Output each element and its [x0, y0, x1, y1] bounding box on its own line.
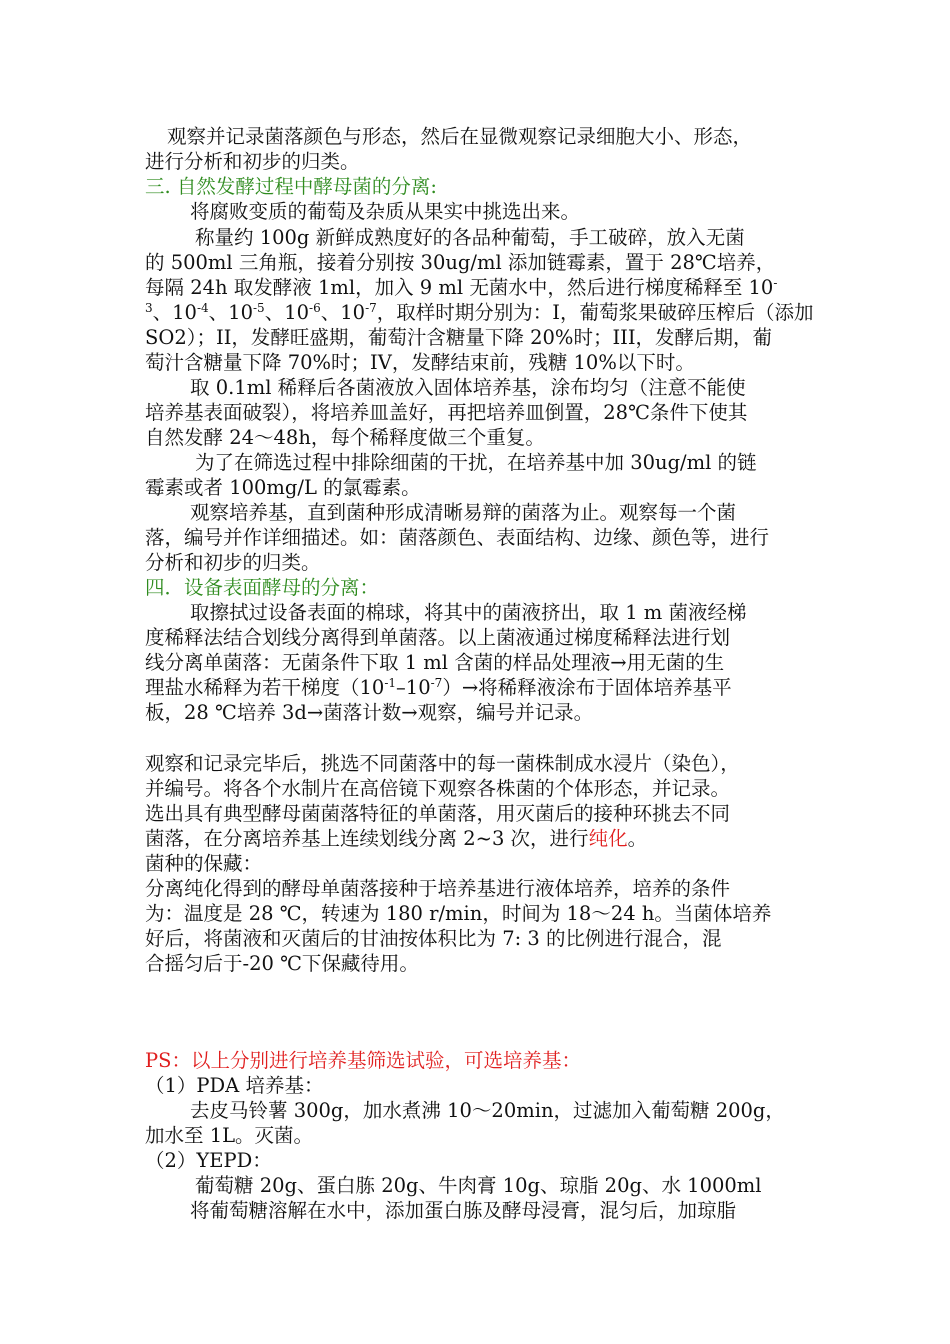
paragraph-line: SO2）；II，发酵旺盛期，葡萄汁含糖量下降 20%时；III，发酵后期，葡 — [145, 326, 773, 349]
subsection-title: 菌种的保藏： — [145, 852, 263, 875]
paragraph-line: 为了在筛选过程中排除细菌的干扰，在培养基中加 30ug/ml 的链 — [195, 451, 757, 474]
paragraph-line: 合摇匀后于-20 ℃下保藏待用。 — [145, 952, 419, 975]
paragraph-line: 自然发酵 24～48h，每个稀释度做三个重复。 — [145, 426, 545, 449]
paragraph-line: 分析和初步的归类。 — [145, 551, 321, 574]
paragraph-line: 取 0.1ml 稀释后各菌液放入固体培养基，涂布均匀（注意不能使 — [190, 376, 746, 399]
paragraph-line: 称量约 100g 新鲜成熟度好的各品种葡萄，手工破碎，放入无菌 — [195, 226, 745, 249]
paragraph-line: 观察和记录完毕后，挑选不同菌落中的每一菌株制成水浸片（染色）， — [145, 752, 740, 775]
medium-2-title: （2）YEPD： — [145, 1149, 272, 1172]
medium-1-title: （1）PDA 培养基： — [145, 1074, 324, 1097]
paragraph-line: 去皮马铃薯 300g，加水煮沸 10～20min，过滤加入葡萄糖 200g， — [190, 1099, 785, 1122]
paragraph-line: 观察培养基，直到菌种形成清晰易辩的菌落为止。观察每一个菌 — [190, 501, 737, 524]
paragraph-line: 取擦拭过设备表面的棉球，将其中的菌液挤出，取 1 m 菌液经梯 — [190, 601, 747, 624]
paragraph-line: 分离纯化得到的酵母单菌落接种于培养基进行液体培养，培养的条件 — [145, 877, 731, 900]
paragraph-line: $^3$、$10^{-4}$、$10^{-5}$、$10^{-6}$、$10^{-7}$，取样时期分别为：I，葡萄浆果破碎压榨后（添加 — [145, 301, 814, 324]
paragraph-line: 并编号。将各个水制片在高倍镜下观察各株菌的个体形态，并记录。 — [145, 777, 731, 800]
paragraph-line: 好后，将菌液和灭菌后的甘油按体积比为 7: 3 的比例进行混合，混 — [145, 927, 722, 950]
paragraph-line: 选出具有典型酵母菌菌落特征的单菌落，用灭菌后的接种环挑去不同 — [145, 802, 731, 825]
paragraph-line: 理盐水稀释为若干梯度$(10^{-1}-10^{-7})\to$将稀释液涂布于固体培养基平 — [145, 676, 732, 699]
section-heading-4: 四．设备表面酵母的分离： — [145, 576, 380, 599]
paragraph-line: 培养基表面破裂），将培养皿盖好，再把培养皿倒置，28℃条件下使其 — [145, 401, 748, 424]
paragraph-line: 落，编号并作详细描述。如：菌落颜色、表面结构、边缘、颜色等，进行 — [145, 526, 770, 549]
paragraph-line: 进行分析和初步的归类。 — [145, 150, 360, 173]
paragraph-line: 为：温度是 28 ℃，转速为 180 r/min，时间为 18～24 h。当菌体培养 — [145, 902, 772, 925]
paragraph-line: 板，28 ℃培养 3d→菌落计数→观察，编号并记录。 — [145, 701, 594, 724]
ps-title: PS：以上分别进行培养基筛选试验，可选培养基： — [145, 1049, 581, 1072]
paragraph-line: 每隔 24h 取发酵液 1ml，加入 9 ml 无菌水中，然后进行梯度稀释至 10- — [145, 276, 778, 299]
paragraph-line: 将葡萄糖溶解在水中，添加蛋白胨及酵母浸膏，混匀后，加琼脂 — [190, 1199, 737, 1222]
paragraph-line: 加水至 1L。灭菌。 — [145, 1124, 314, 1147]
paragraph-line: 葡萄糖 20g、蛋白胨 20g、牛肉膏 10g、琼脂 20g、水 1000ml — [195, 1174, 762, 1197]
paragraph-line: 的 500ml 三角瓶，接着分别按 30ug/ml 添加链霉素，置于 28℃培养， — [145, 251, 776, 274]
paragraph-line: 度稀释法结合划线分离得到单菌落。以上菌液通过梯度稀释法进行划 — [145, 626, 731, 649]
highlight-purify: 纯化 — [588, 827, 628, 850]
paragraph-line: 将腐败变质的葡萄及杂质从果实中挑选出来。 — [190, 200, 581, 223]
section-heading-3: 三. 自然发酵过程中酵母菌的分离: — [145, 175, 437, 198]
paragraph-line: 萄汁含糖量下降 70%时；IV，发酵结束前，残糖 10%以下时。 — [145, 351, 695, 374]
paragraph-line: 观察并记录菌落颜色与形态，然后在显微观察记录细胞大小、形态， — [167, 125, 753, 148]
paragraph-line: 霉素或者 100mg/L 的氯霉素。 — [145, 476, 421, 499]
paragraph-line: 菌落，在分离培养基上连续划线分离 2~3 次，进行纯化。 — [145, 827, 648, 850]
paragraph-line: 线分离单菌落：无菌条件下取 1 ml 含菌的样品处理液→用无菌的生 — [145, 651, 725, 674]
